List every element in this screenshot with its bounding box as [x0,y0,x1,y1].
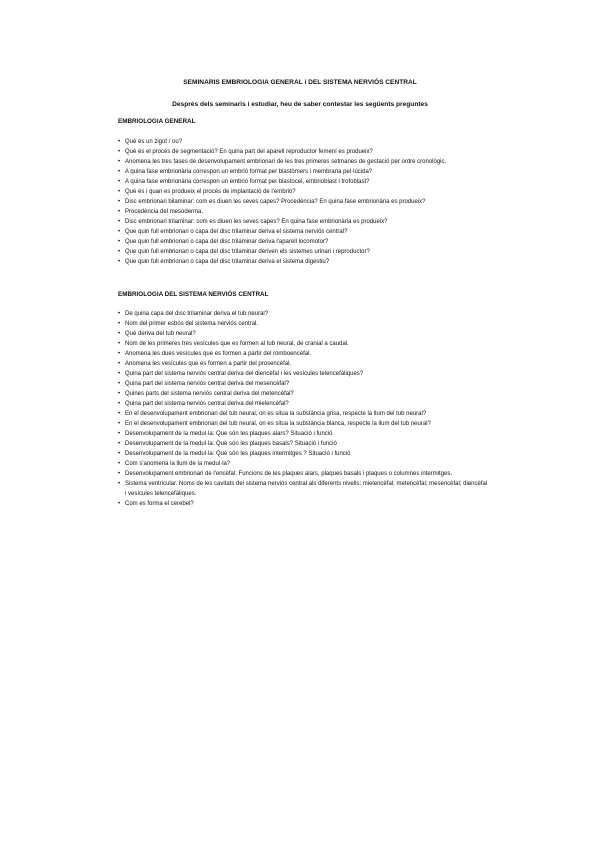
bullet-icon: • [118,139,121,145]
bullet-icon: • [118,169,121,175]
question-item [118,409,490,419]
question-item [118,309,490,319]
bullet-icon: • [118,461,121,467]
document-title: SEMINARIS EMBRIOLOGIA GENERAL i DEL SISTEMA NERVIÓS CENTRAL [183,79,417,86]
question-item [118,339,490,349]
question-text: Què deriva del tub neural? [125,331,196,337]
section-heading-general: EMBRIOLOGIA GENERAL [118,118,196,125]
question-item [118,177,490,187]
question-text: Que quin full embrionari o capa del disc trilaminar deriva el sistema digestiu? [125,259,330,265]
bullet-icon: • [118,371,121,377]
bullet-icon: • [118,229,121,235]
bullet-icon: • [118,209,121,215]
question-list-snc [118,309,490,509]
question-text: Com es forma el cerebel? [125,501,194,507]
bullet-icon: • [118,351,121,357]
question-item [118,449,490,459]
question-item [118,217,490,227]
question-text: Que quin full embrionari o capa del disc trilaminar deriven els sistemes urinari i reproductor? [125,249,370,255]
bullet-icon: • [118,481,121,487]
bullet-icon: • [118,179,121,185]
bullet-icon: • [118,451,121,457]
question-item [118,379,490,389]
question-item [118,167,490,177]
question-text: Que quin full embrionari o capa del disc trilaminar deriva l'aparell locomotor? [125,239,329,245]
question-item [118,319,490,329]
question-text: Què és i quan es produeix el procés de implantació de l'embrió? [125,189,296,195]
bullet-icon: • [118,149,121,155]
question-text: De quina capa del disc trilaminar deriva el tub neural? [125,311,269,317]
question-item [118,369,490,379]
question-text: Quines parts del sistema nerviós central deriva del metencèfal? [125,391,294,397]
bullet-icon: • [118,401,121,407]
bullet-icon: • [118,341,121,347]
question-text: Disc embrionari trilaminar: com es diuen les seves capes? En quina fase embrionària es produeix? [125,219,388,225]
question-item [118,429,490,439]
bullet-icon: • [118,249,121,255]
question-item [118,157,490,167]
bullet-icon: • [118,189,121,195]
bullet-icon: • [118,411,121,417]
bullet-icon: • [118,381,121,387]
question-item [118,197,490,207]
bullet-icon: • [118,331,121,337]
question-text: Nom del primer esbós del sistema nerviós central. [125,321,259,327]
question-text: Desenvolupament de la medul·la: Que són les plaques alars? Situació i funció [125,431,333,437]
question-item [118,419,490,429]
bullet-icon: • [118,259,121,265]
question-text: A quina fase embrionària correspon un embrió format per blastocel, embrioblast i trofoblast? [125,179,370,185]
question-text: Anomena les tres fases de desenvolupament embrionari de les tres primeres setmanes de gestació per ordre cronològic. [125,159,447,165]
section-heading-snc: EMBRIOLOGIA DEL SISTEMA NERVIÓS CENTRAL [118,291,269,298]
question-item [118,499,490,509]
question-item [118,137,490,147]
question-text: Desenvolupament de la medul·la: Què són les plaques intermitges ? Situació i funció [125,451,351,457]
question-text: Anomena les vesícules que es formen a partir del prosencèfal. [125,361,292,367]
bullet-icon: • [118,321,121,327]
question-item [118,439,490,449]
question-item [118,329,490,339]
question-text: En el desenvolupament embrionari del tub neural, on es situa la substància blanca, respecte la llum del tub neural? [125,421,431,427]
question-text: Quina part del sistema nerviós central deriva del diencèfal i les vesícules telencefàliques? [125,371,364,377]
bullet-icon: • [118,311,121,317]
question-item [118,389,490,399]
question-list-general [118,137,490,267]
question-item [118,479,490,499]
question-text: Què és el procés de segmentació? En quina part del aparell reproductor femení es produeix? [125,149,373,155]
question-item [118,469,490,479]
bullet-icon: • [118,421,121,427]
bullet-icon: • [118,501,121,507]
question-text: Què és un zigot / ou? [125,139,183,145]
bullet-icon: • [118,431,121,437]
bullet-icon: • [118,239,121,245]
question-item [118,147,490,157]
question-text: A quina fase embrionària correspon un embrió format per blastòmers i membrana pel·lúcida? [125,169,373,175]
question-text: Sistema ventricular. Noms de les cavitats del sistema nerviós central als diferents nivells: mielencèfal; metencèfal; mesencèfal; diencèfal i vesícules telencefàliques. [125,481,488,497]
question-item [118,247,490,257]
question-text: Desenvolupament embrionari de l'encèfal: Funcions de les plaques alars, plaques basals i plaques o columnes intermitges. [125,471,452,477]
question-item [118,459,490,469]
question-text: Procedència del mesoderma. [125,209,204,215]
question-item [118,349,490,359]
question-text: Disc embrionari bilaminar: com es diuen les seves capes? Procedència? En quina fase embrionària es produeix? [125,199,426,205]
question-text: En el desenvolupament embrionari del tub neural, on es situa la substància grisa, respecte la llum del tub neural? [125,411,427,417]
question-text: Anomena les dues vesícules que es formen a partir del romboencèfal. [125,351,312,357]
bullet-icon: • [118,471,121,477]
question-item [118,207,490,217]
question-text: Com s'anomena la llum de la medul·la? [125,461,231,467]
question-item [118,399,490,409]
bullet-icon: • [118,219,121,225]
bullet-icon: • [118,361,121,367]
question-item [118,257,490,267]
question-text: Desenvolupament de la medul·la: Què són les plaques basals? Situació i funció [125,441,337,447]
question-item [118,359,490,369]
question-item [118,227,490,237]
question-text: Nom de les primeres tres vesícules que es formen al tub neural, de cranial a caudal. [125,341,349,347]
question-item [118,187,490,197]
bullet-icon: • [118,391,121,397]
bullet-icon: • [118,159,121,165]
document-subtitle: Després dels seminaris i estudiar, heu de saber contestar les següents preguntes [172,101,428,108]
question-item [118,237,490,247]
bullet-icon: • [118,199,121,205]
question-text: Quina part del sistema nerviós central deriva del mesencèfal? [125,381,290,387]
question-text: Que quin full embrionari o capa del disc trilaminar deriva el sistema nerviós central? [125,229,348,235]
question-text: Quina part del sistema nerviós central deriva del mielencèfal? [125,401,289,407]
bullet-icon: • [118,441,121,447]
